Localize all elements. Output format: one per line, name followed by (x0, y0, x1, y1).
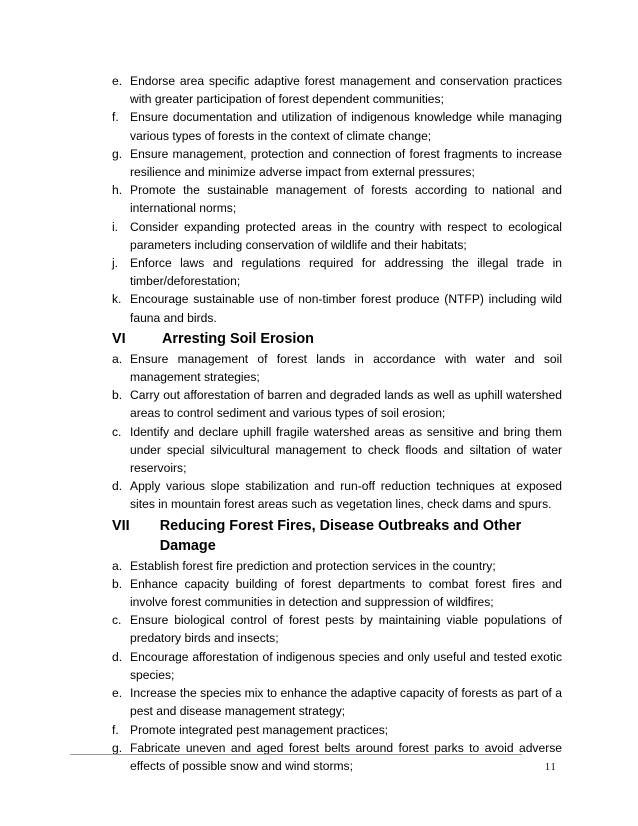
item-text: Apply various slope stabilization and run-off reduction techniques at exposed sites in mountain forest areas such as vegetation lines, check dams and spurs. (130, 479, 562, 512)
item-text: Enhance capacity building of forest departments to combat forest fires and involve forest communities in detection and suppression of wildfires; (130, 576, 562, 610)
item-marker: c. (112, 613, 122, 628)
list-item (112, 557, 562, 575)
item-marker: d. (112, 649, 123, 664)
list-item (112, 739, 562, 775)
list-item (112, 350, 562, 386)
list-item (112, 218, 562, 254)
section-title: Arresting Soil Erosion (162, 330, 314, 347)
list-item (112, 648, 562, 684)
list-item (112, 108, 562, 144)
list-item (112, 254, 562, 290)
list-section-vi (112, 350, 562, 514)
item-marker: d. (112, 479, 123, 494)
item-text: Increase the species mix to enhance the adaptive capacity of forests as part of a pest and disease management strategy; (130, 686, 562, 719)
list-top (112, 72, 562, 327)
item-text: Endorse area specific adaptive forest management and conservation practices with greater participation of forest dependent communities; (130, 74, 562, 107)
item-text: Ensure management of forest lands in accordance with water and soil management strategies; (130, 351, 562, 385)
list-item (112, 611, 562, 647)
list-item (112, 477, 562, 513)
item-text: Consider expanding protected areas in the country with respect to ecological parameters including conservation of wildlife and their habitats; (130, 219, 562, 252)
item-marker: c. (112, 424, 122, 439)
list-item (112, 721, 562, 739)
item-text: Fabricate uneven and aged forest belts around forest parks to avoid adverse effects of possible snow and wind storms; (130, 740, 562, 773)
section-heading-vii (112, 516, 562, 556)
item-text: Ensure biological control of forest pests by maintaining viable populations of predatory birds and insects; (130, 613, 562, 646)
list-item (112, 290, 562, 326)
item-marker: f. (112, 722, 119, 737)
item-text: Ensure management, protection and connection of forest fragments to increase resilience and minimize adverse impact from external pressures; (130, 146, 562, 180)
list-item (112, 72, 562, 108)
item-marker: j. (112, 256, 119, 271)
list-item (112, 386, 562, 422)
list-item (112, 423, 562, 478)
item-text: Identify and declare uphill fragile watershed areas as sensitive and bring them under special silvicultural management to check floods and siltation of water reservoirs; (130, 424, 562, 476)
item-marker: b. (112, 388, 123, 403)
item-marker: h. (112, 183, 123, 198)
item-marker: k. (112, 292, 122, 307)
item-text: Carry out afforestation of barren and degraded lands as well as uphill watershed areas to control sediment and various types of soil erosion; (130, 388, 562, 421)
page-number: 11 (545, 762, 557, 773)
section-number: VII (112, 517, 130, 534)
item-text: Encourage afforestation of indigenous species and only useful and tested exotic species; (130, 649, 562, 682)
item-marker: e. (112, 74, 123, 88)
item-text: Enforce laws and regulations required for addressing the illegal trade in timber/deforestation; (130, 256, 562, 289)
item-text: Establish forest fire prediction and protection services in the country; (130, 558, 496, 573)
section-number: VI (112, 330, 126, 347)
item-marker: b. (112, 576, 123, 591)
item-text: Encourage sustainable use of non-timber forest produce (NTFP) including wild fauna and birds. (130, 292, 562, 325)
item-marker: g. (112, 740, 123, 755)
item-marker: a. (112, 558, 123, 573)
item-marker: a. (112, 351, 123, 366)
page-content (112, 72, 562, 775)
list-item (112, 145, 562, 181)
list-item (112, 684, 562, 720)
section-heading-vi (112, 329, 562, 349)
item-marker: f. (112, 110, 119, 125)
list-item (112, 575, 562, 611)
item-text: Promote integrated pest management practices; (130, 722, 389, 737)
item-text: Promote the sustainable management of forests according to national and international norms; (130, 183, 562, 216)
list-item (112, 181, 562, 217)
footer-divider (70, 754, 522, 755)
list-section-vii (112, 557, 562, 775)
item-marker: g. (112, 146, 123, 161)
item-marker: i. (112, 219, 119, 234)
item-marker: e. (112, 686, 123, 701)
item-text: Ensure documentation and utilization of indigenous knowledge while managing various types of forests in the context of climate change; (130, 110, 562, 143)
section-title: Reducing Forest Fires, Disease Outbreaks and Other Damage (159, 517, 522, 554)
